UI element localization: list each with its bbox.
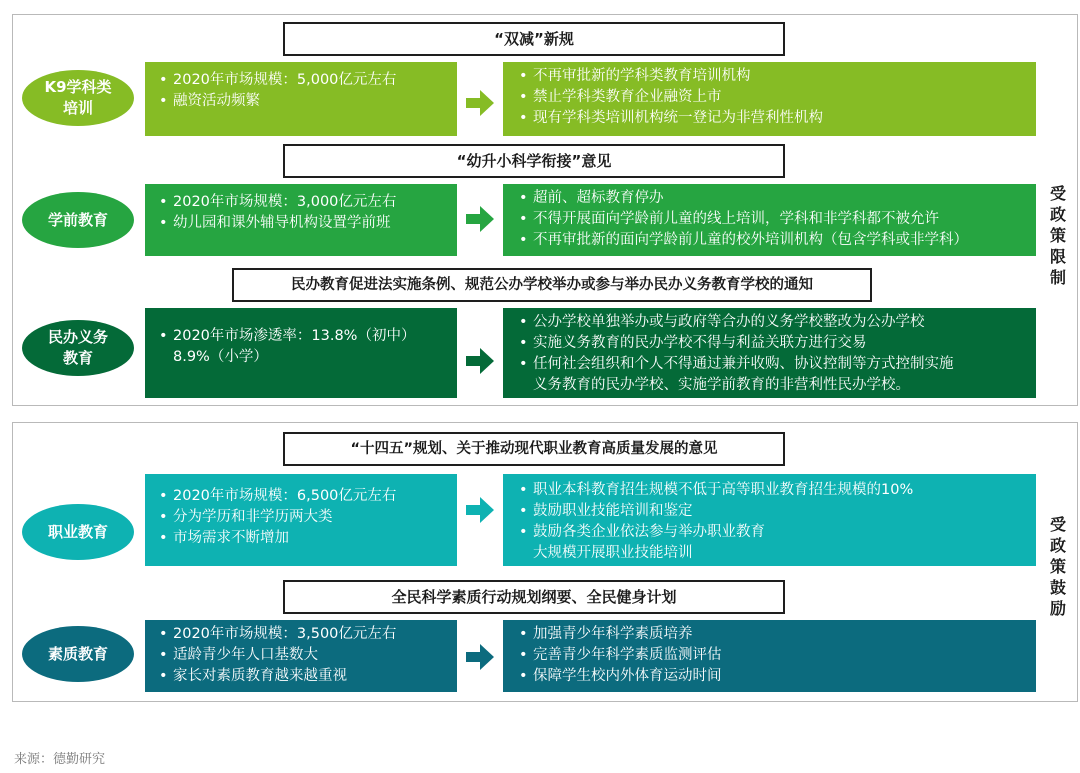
measure-item: • 现有学科类培训机构统一登记为非营利性机构	[511, 108, 1028, 129]
measure-item: • 超前、超标教育停办	[511, 188, 1028, 209]
sector-oval-private-compulsory: 民办义务 教育	[22, 320, 134, 376]
measure-item: • 公办学校单独举办或与政府等合办的义务学校整改为公办学校	[511, 312, 1028, 333]
side-label-restricted: 受政策限制	[1049, 184, 1066, 287]
measure-item: 大规模开展职业技能培训	[533, 545, 693, 561]
measures-box-private-compulsory	[503, 308, 1036, 398]
policy-title-preschool-transition: “幼升小科学衔接”意见	[283, 144, 785, 178]
measure-item: 义务教育的民办学校、实施学前教育的非营利性民办学校。	[533, 377, 910, 393]
fact-item: • 2020年市场规模：3,500亿元左右	[151, 624, 451, 645]
facts-box-preschool	[145, 184, 457, 256]
measure-item: • 禁止学科类教育企业融资上市	[511, 87, 1028, 108]
fact-item: • 2020年市场规模：5,000亿元左右	[151, 70, 451, 91]
policy-title-private-education: 民办教育促进法实施条例、规范公办学校举办或参与举办民办义务教育学校的通知	[232, 268, 872, 302]
fact-item: 8.9%（小学）	[173, 349, 268, 365]
right-arrow-icon	[466, 348, 494, 374]
right-arrow-icon	[466, 644, 494, 670]
fact-item: • 市场需求不断增加	[151, 528, 451, 549]
right-arrow-icon	[466, 497, 494, 523]
measure-item: • 完善青少年科学素质监测评估	[511, 645, 1028, 666]
fact-item: • 分为学历和非学历两大类	[151, 507, 451, 528]
sector-oval-k9: K9学科类 培训	[22, 70, 134, 126]
facts-box-vocational	[145, 474, 457, 566]
measure-item: • 不再审批新的学科类教育培训机构	[511, 66, 1028, 87]
source-note: 来源：德勤研究	[14, 752, 106, 767]
fact-item: • 2020年市场规模：6,500亿元左右	[151, 486, 451, 507]
facts-box-private-compulsory	[145, 308, 457, 398]
measure-item: • 不得开展面向学龄前儿童的线上培训，学科和非学科都不被允许	[511, 209, 1028, 230]
measure-item: • 鼓励职业技能培训和鉴定	[511, 501, 1028, 522]
measure-item: • 加强青少年科学素质培养	[511, 624, 1028, 645]
side-label-encouraged: 受政策鼓励	[1049, 515, 1066, 618]
measure-item: • 保障学生校内外体育运动时间	[511, 666, 1028, 687]
fact-item: • 2020年市场渗透率：13.8%（初中）	[151, 326, 451, 347]
fact-item: • 家长对素质教育越来越重视	[151, 666, 451, 687]
measures-box-vocational	[503, 474, 1036, 566]
fact-item: • 2020年市场规模：3,000亿元左右	[151, 192, 451, 213]
measures-box-k9	[503, 62, 1036, 136]
measures-box-quality-education	[503, 620, 1036, 692]
fact-item: • 融资活动频繁	[151, 91, 451, 112]
fact-item: • 适龄青少年人口基数大	[151, 645, 451, 666]
fact-item: • 幼儿园和课外辅导机构设置学前班	[151, 213, 451, 234]
measure-item: • 实施义务教育的民办学校不得与利益关联方进行交易	[511, 333, 1028, 354]
sector-oval-vocational: 职业教育	[22, 504, 134, 560]
facts-box-quality-education	[145, 620, 457, 692]
measure-item: • 任何社会组织和个人不得通过兼并收购、协议控制等方式控制实施	[511, 354, 1028, 375]
measures-box-preschool	[503, 184, 1036, 256]
right-arrow-icon	[466, 206, 494, 232]
right-arrow-icon	[466, 90, 494, 116]
measure-item: • 鼓励各类企业依法参与举办职业教育	[511, 522, 1028, 543]
facts-box-k9	[145, 62, 457, 136]
measure-item: • 不再审批新的面向学龄前儿童的校外培训机构（包含学科或非学科）	[511, 230, 1028, 251]
sector-oval-preschool: 学前教育	[22, 192, 134, 248]
policy-title-science-literacy: 全民科学素质行动规划纲要、全民健身计划	[283, 580, 785, 614]
measure-item: • 职业本科教育招生规模不低于高等职业教育招生规模的10%	[511, 480, 1028, 501]
policy-title-double-reduction: “双减”新规	[283, 22, 785, 56]
sector-oval-quality-education: 素质教育	[22, 626, 134, 682]
policy-title-14th-five-year-plan: “十四五”规划、关于推动现代职业教育高质量发展的意见	[283, 432, 785, 466]
